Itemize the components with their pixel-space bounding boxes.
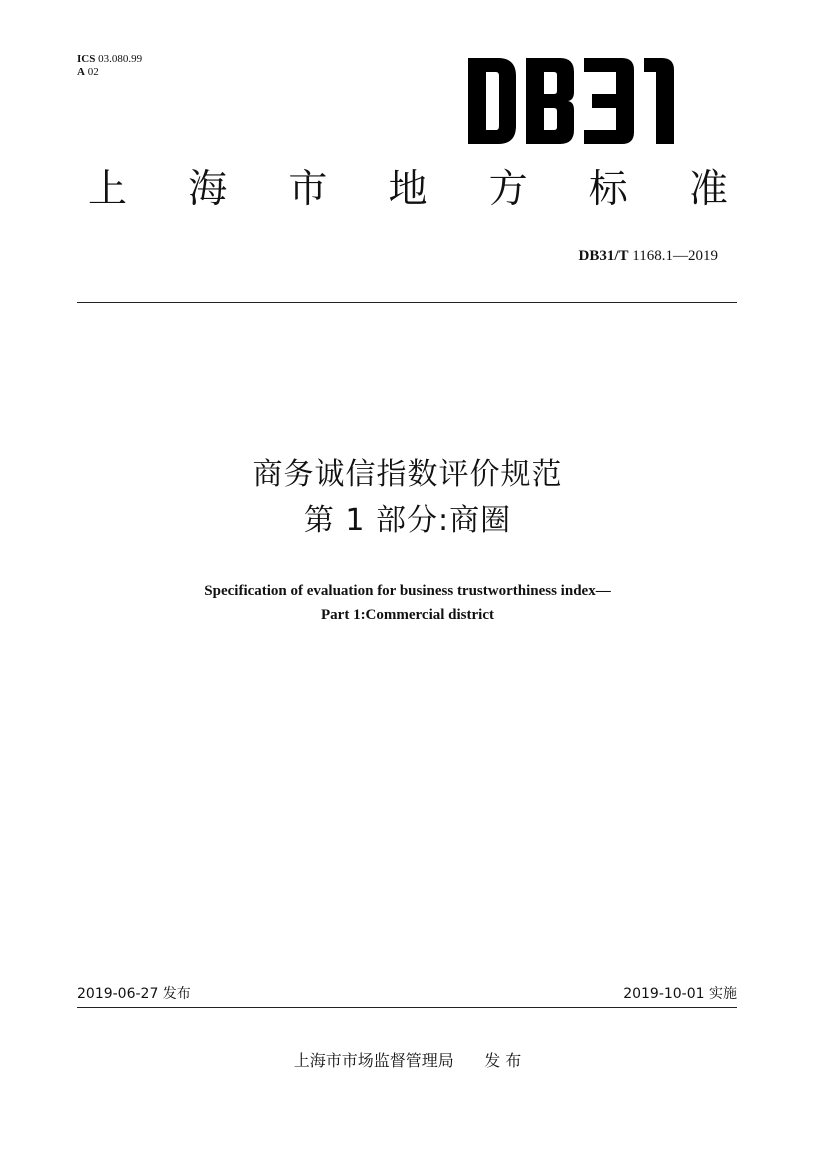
standard-type-char: 海 [188, 167, 228, 212]
standard-type-char: 标 [588, 167, 628, 212]
publisher-action: 发 布 [484, 1051, 522, 1070]
issue-date: 2019-06-27 发布 [77, 986, 191, 1002]
standard-type-char: 市 [288, 167, 328, 212]
standard-type-char: 地 [388, 167, 428, 212]
class-code: 02 [87, 66, 99, 78]
publisher-name: 上海市市场监督管理局 [293, 1051, 454, 1070]
english-title [0, 579, 815, 627]
ics-label: ICS [77, 53, 96, 65]
ics-code: 03.080.99 [98, 53, 143, 65]
standard-type-char: 准 [688, 167, 728, 212]
english-title-line2: Part 1:Commercial district [321, 607, 494, 623]
ics-classification [77, 53, 142, 79]
publisher-line [0, 1048, 815, 1071]
standard-type-char: 方 [488, 167, 528, 212]
english-title-line1: Specification of evaluation for business trustworthiness index— [204, 583, 611, 599]
footer-divider [77, 1007, 737, 1008]
db31-logo [468, 58, 692, 144]
standard-type-char: 上 [88, 167, 128, 212]
chinese-title-line1: 商务诚信指数评价规范 [252, 457, 563, 492]
standard-number-rest: 1168.1—2019 [632, 248, 718, 264]
class-label: A [77, 66, 85, 78]
chinese-title-line2: 第 1 部分:商圈 [303, 503, 512, 538]
standard-type-heading [88, 166, 728, 214]
standard-number-code: DB31/T [578, 248, 629, 264]
implementation-date: 2019-10-01 实施 [623, 986, 737, 1002]
chinese-title [0, 452, 815, 544]
standard-number [579, 248, 718, 265]
header-divider [77, 302, 737, 303]
